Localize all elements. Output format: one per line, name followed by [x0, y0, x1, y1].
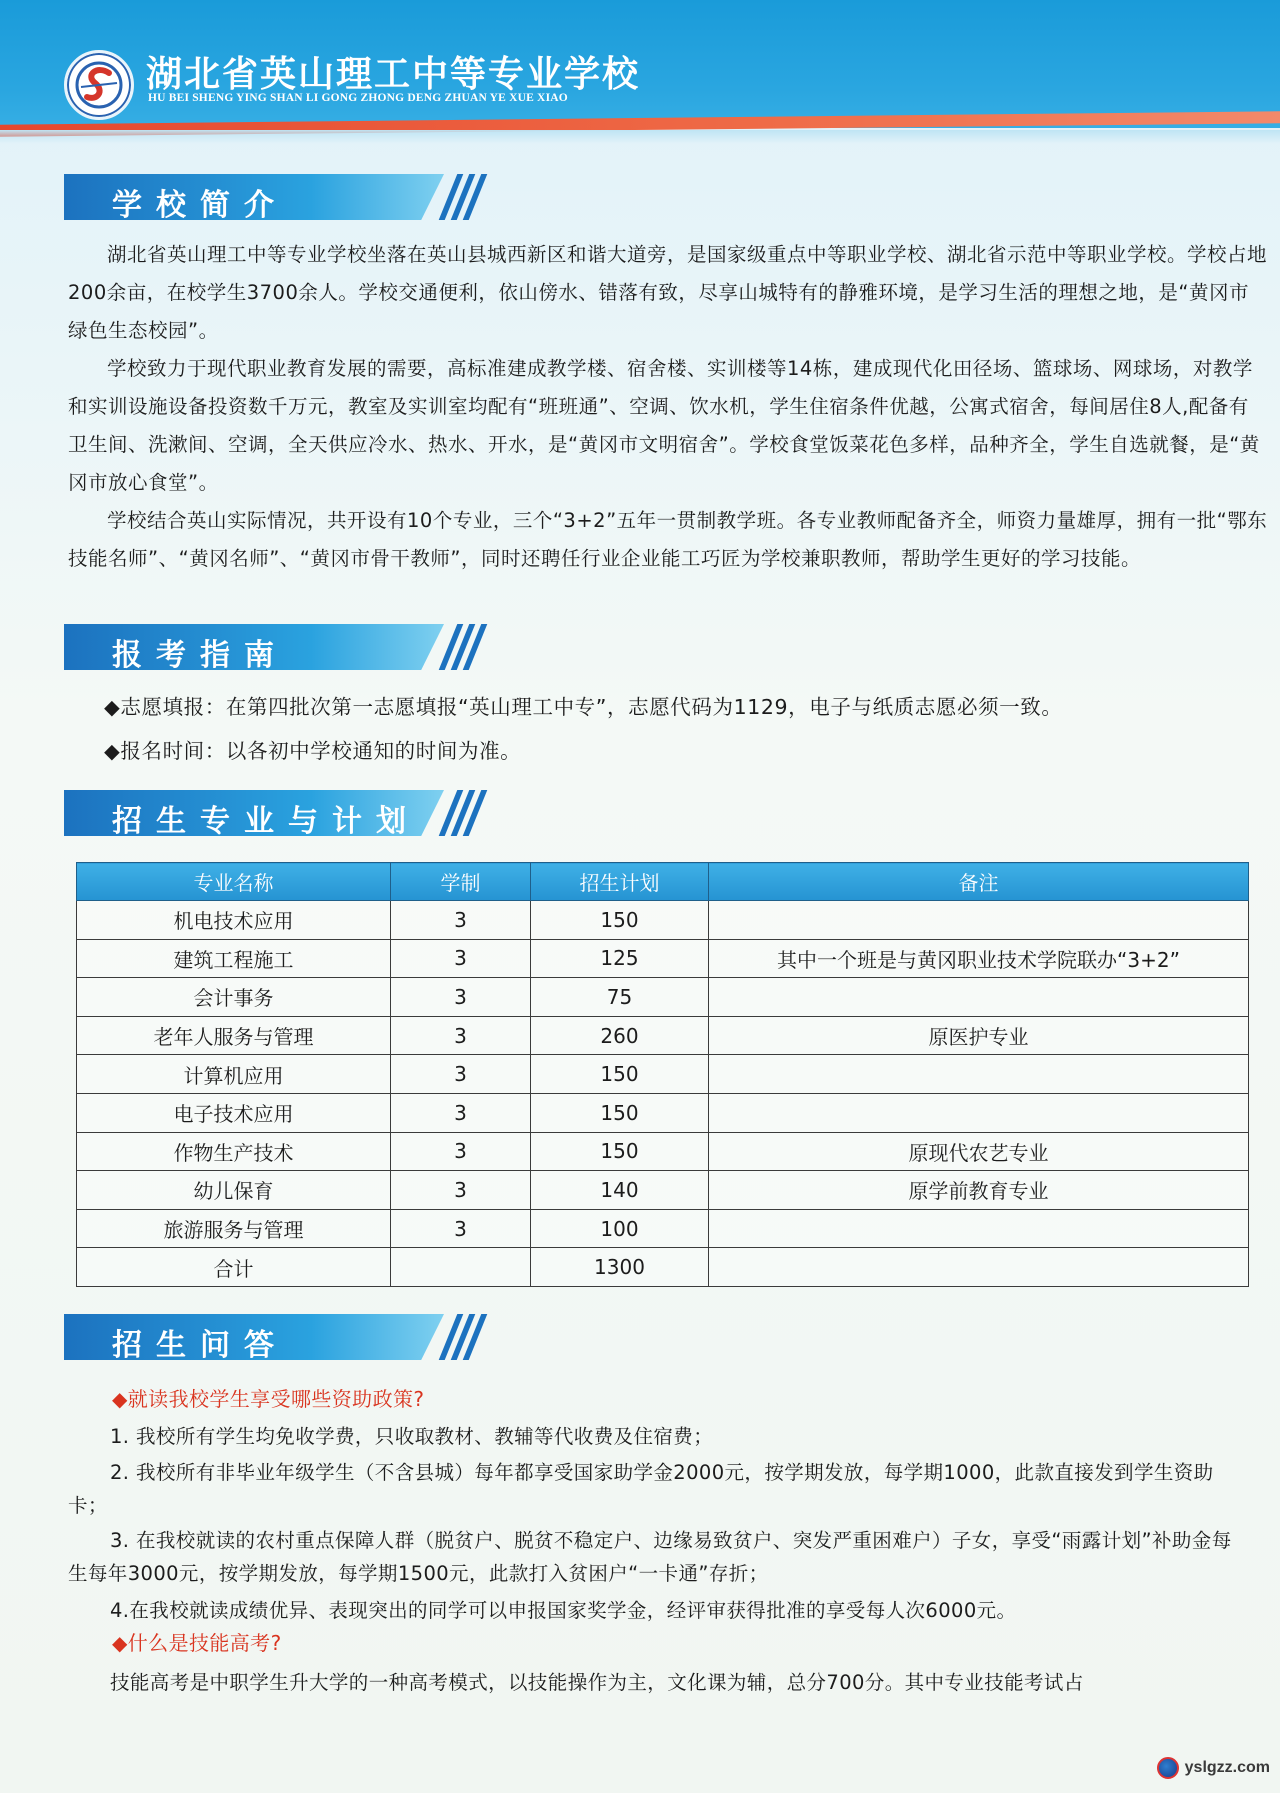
table-header-row [77, 863, 1249, 901]
qa-question-1: ◆就读我校学生享受哪些资助政策? [112, 1387, 425, 1411]
table-row [77, 939, 1249, 978]
site-logo-icon [1157, 1757, 1179, 1779]
duration: 3 [391, 978, 531, 1017]
duration: 3 [391, 1209, 531, 1248]
header-shadow [0, 130, 1280, 144]
remark: 原医护专业 [709, 1016, 1249, 1055]
remark [709, 1209, 1249, 1248]
table-row [77, 1132, 1249, 1171]
duration: 3 [391, 1171, 531, 1210]
remark [709, 978, 1249, 1017]
major-name: 会计事务 [77, 978, 391, 1017]
intro-paragraph-1: 湖北省英山理工中等专业学校坐落在英山县城西新区和谐大道旁，是国家级重点中等职业学校、湖北省示范中等职业学校。学校占地200余亩，在校学生3700余人。学校交通便利，依山傍水、错落有致，尽享山城特有的静雅环境，是学习生活的理想之地，是“黄冈市绿色生态校园”。 [68, 243, 1268, 342]
major-name: 建筑工程施工 [77, 939, 391, 978]
section-banner-plan [64, 790, 464, 839]
table-row [77, 1016, 1249, 1055]
section-title-plan: 招生专业与计划 [112, 804, 420, 839]
quota: 75 [531, 978, 709, 1017]
remark: 其中一个班是与黄冈职业技术学院联办“3+2” [709, 939, 1249, 978]
duration: 3 [391, 1132, 531, 1171]
column-header: 招生计划 [531, 863, 709, 901]
qa-answer-2: 技能高考是中职学生升大学的一种高考模式，以技能操作为主，文化课为辅，总分700分。其中专业技能考试占 [110, 1671, 1084, 1694]
table-total-row [77, 1248, 1249, 1287]
quota: 150 [531, 901, 709, 940]
school-emblem-icon [64, 50, 134, 120]
qa-answer-1-item-2: 2. 我校所有非毕业年级学生（不含县城）每年都享受国家助学金2000元，按学期发放，每学期1000，此款直接发到学生资助卡； [68, 1461, 1214, 1517]
major-name: 老年人服务与管理 [77, 1016, 391, 1055]
major-name: 幼儿保育 [77, 1171, 391, 1210]
remark [709, 901, 1249, 940]
enrollment-table [76, 862, 1248, 1287]
section-banner-guide [64, 624, 464, 673]
section-banner-intro [64, 174, 464, 223]
remark [709, 1248, 1249, 1287]
major-name: 电子技术应用 [77, 1093, 391, 1132]
guide-item-2: ◆报名时间：以各初中学校通知的时间为准。 [104, 739, 522, 763]
qa-question-2: ◆什么是技能高考? [112, 1631, 282, 1655]
duration: 3 [391, 939, 531, 978]
remark: 原学前教育专业 [709, 1171, 1249, 1210]
column-header: 备注 [709, 863, 1249, 901]
quota: 140 [531, 1171, 709, 1210]
quota: 125 [531, 939, 709, 978]
remark: 原现代农艺专业 [709, 1132, 1249, 1171]
school-name: 湖北省英山理工中等专业学校 [146, 53, 641, 95]
intro-paragraph-2: 学校致力于现代职业教育发展的需要，高标准建成教学楼、宿舍楼、实训楼等14栋，建成现代化田径场、篮球场、网球场，对教学和实训设施设备投资数千万元，教室及实训室均配有“班班通”、空调、饮水机，学生住宿条件优越，公寓式宿舍，每间居住8人,配备有卫生间、洗漱间、空调，全天供应冷水、热水、开水，是“黄冈市文明宿舍”。学校食堂饭菜花色多样，品种齐全，学生自选就餐，是“黄冈市放心食堂”。 [68, 357, 1260, 494]
remark [709, 1093, 1249, 1132]
section-banner-qa [64, 1314, 464, 1363]
duration: 3 [391, 1016, 531, 1055]
section-title-intro: 学校简介 [112, 188, 288, 223]
site-watermark [1157, 1755, 1270, 1781]
total-quota: 1300 [531, 1248, 709, 1287]
qa-answer-1-item-4: 4.在我校就读成绩优异、表现突出的同学可以申报国家奖学金，经评审获得批准的享受每人次6000元。 [110, 1599, 1017, 1622]
table-row [77, 1093, 1249, 1132]
intro-paragraph-3: 学校结合英山实际情况，共开设有10个专业，三个“3+2”五年一贯制教学班。各专业教师配备齐全，师资力量雄厚，拥有一批“鄂东技能名师”、“黄冈名师”、“黄冈市骨干教师”，同时还聘任行业企业能工巧匠为学校兼职教师，帮助学生更好的学习技能。 [68, 509, 1268, 570]
table-row [77, 1055, 1249, 1094]
duration: 3 [391, 901, 531, 940]
duration [391, 1248, 531, 1287]
table-row [77, 978, 1249, 1017]
column-header: 专业名称 [77, 863, 391, 901]
table-row [77, 1209, 1249, 1248]
quota: 100 [531, 1209, 709, 1248]
table-row [77, 1171, 1249, 1210]
table-row [77, 901, 1249, 940]
remark [709, 1055, 1249, 1094]
guide-item-1: ◆志愿填报：在第四批次第一志愿填报“英山理工中专”，志愿代码为1129，电子与纸质志愿必须一致。 [104, 695, 1063, 719]
qa-answer-1-item-3: 3. 在我校就读的农村重点保障人群（脱贫户、脱贫不稳定户、边缘易致贫户、突发严重困难户）子女，享受“雨露计划”补助金每生每年3000元，按学期发放，每学期1500元，此款打入贫困户“一卡通”存折； [68, 1529, 1232, 1585]
duration: 3 [391, 1055, 531, 1094]
major-name: 机电技术应用 [77, 901, 391, 940]
quota: 150 [531, 1055, 709, 1094]
quota: 260 [531, 1016, 709, 1055]
qa-answer-1-item-1: 1. 我校所有学生均免收学费，只收取教材、教辅等代收费及住宿费； [110, 1425, 714, 1448]
quota: 150 [531, 1093, 709, 1132]
section-title-guide: 报考指南 [112, 638, 288, 673]
total-label: 合计 [77, 1248, 391, 1287]
section-title-qa: 招生问答 [112, 1328, 288, 1363]
major-name: 作物生产技术 [77, 1132, 391, 1171]
duration: 3 [391, 1093, 531, 1132]
major-name: 计算机应用 [77, 1055, 391, 1094]
quota: 150 [531, 1132, 709, 1171]
school-pinyin: HU BEI SHENG YING SHAN LI GONG ZHONG DENG ZHUAN YE XUE XIAO [148, 92, 568, 104]
major-name: 旅游服务与管理 [77, 1209, 391, 1248]
column-header: 学制 [391, 863, 531, 901]
watermark-text: yslgzz.com [1184, 1759, 1270, 1776]
